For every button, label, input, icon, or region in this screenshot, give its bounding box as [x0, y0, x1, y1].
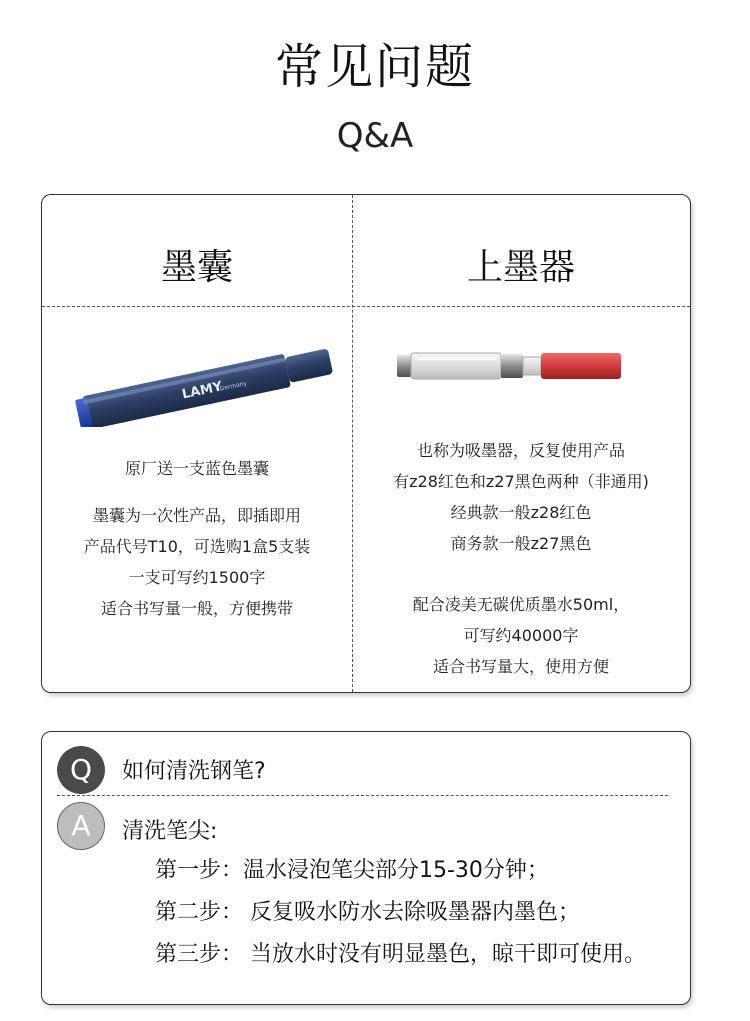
step-item: 第三步： 当放水时没有明显墨色，晾干即可使用。: [155, 942, 646, 967]
cartridge-line: 原厂送一支蓝色墨囊: [124, 459, 269, 478]
question-badge: Q: [57, 746, 105, 794]
converter-line: 商务款一般z27黑色: [450, 534, 592, 553]
answer-title: 清洗笔尖:: [122, 819, 218, 844]
converter-heading: 上墨器: [466, 247, 575, 288]
cartridge-line: 适合书写量一般，方便携带: [100, 599, 293, 618]
cartridge-description: [42, 453, 352, 624]
cartridge-heading: 墨囊: [160, 247, 233, 288]
comparison-table: [41, 194, 691, 693]
converter-line: 也称为吸墨器，反复使用产品: [416, 441, 625, 460]
cartridge-brand-text: LAMY: [180, 379, 224, 403]
header-divider: [42, 306, 690, 307]
qa-divider: [57, 795, 668, 796]
converter-line: 配合凌美无碳优质墨水50ml，: [412, 595, 630, 614]
converter-line: 经典款一般z28红色: [450, 503, 592, 522]
converter-description: [352, 435, 690, 682]
page-title: 常见问题: [274, 39, 475, 95]
question-text: 如何清洗钢笔?: [122, 759, 266, 784]
ink-cartridge-image: [68, 337, 338, 427]
cartridge-origin-text: Germany: [219, 379, 248, 393]
cartridge-line: 产品代号T10，可选购1盒5支装: [83, 537, 311, 556]
converter-line: 可写约40000字: [463, 626, 579, 645]
answer-badge: A: [57, 802, 105, 850]
converter-line: 有z28红色和z27黑色两种（非通用): [393, 472, 649, 491]
page-subtitle: Q&A: [336, 116, 414, 156]
cleaning-steps: [155, 850, 646, 976]
cartridge-line: 一支可写约1500字: [128, 568, 266, 587]
ink-converter-image: [397, 345, 627, 391]
faq-card: [41, 731, 691, 1005]
converter-line: 适合书写量大，使用方便: [432, 657, 609, 676]
cartridge-line: 墨囊为一次性产品，即插即用: [92, 506, 301, 525]
step-item: 第一步：温水浸泡笔尖部分15-30分钟；: [155, 858, 549, 883]
step-item: 第二步： 反复吸水防水去除吸墨器内墨色；: [155, 900, 580, 925]
